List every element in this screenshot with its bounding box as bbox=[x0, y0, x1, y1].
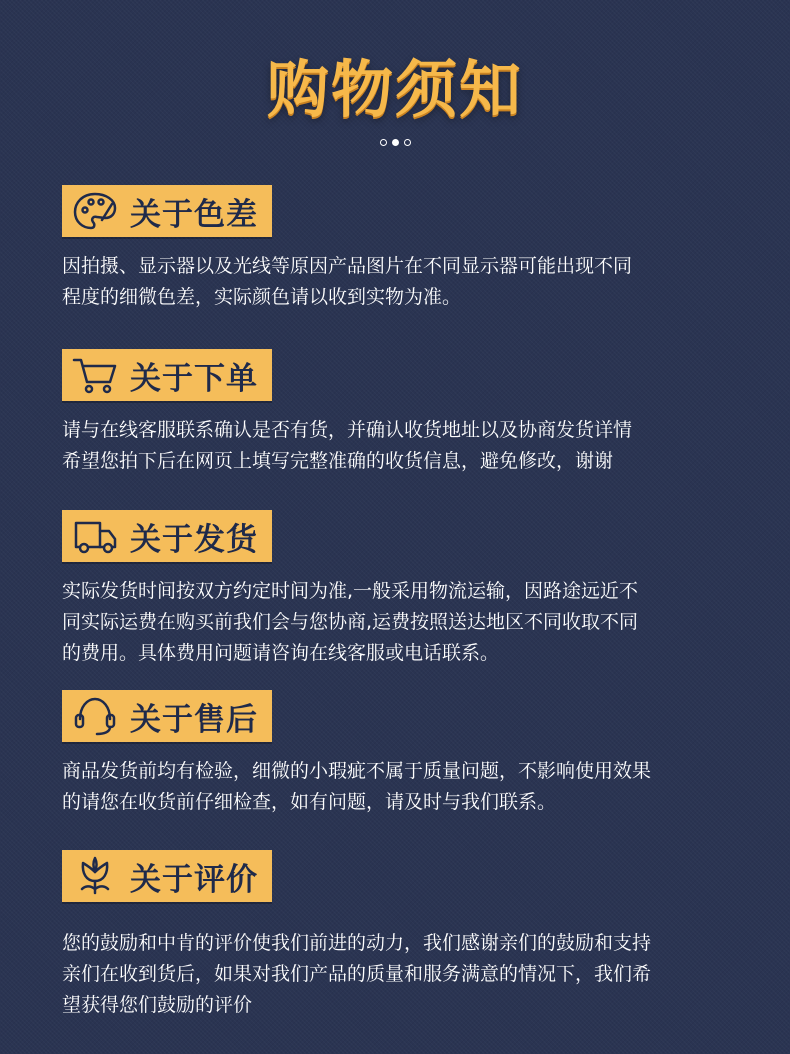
dot-indicator bbox=[380, 139, 387, 146]
section-label bbox=[62, 510, 272, 562]
section-label-text: 关于售后 bbox=[130, 701, 258, 738]
section-reviews bbox=[62, 850, 752, 1021]
section-shipping bbox=[62, 510, 752, 669]
section-label-text: 关于评价 bbox=[130, 861, 258, 898]
section-label-text: 关于发货 bbox=[130, 521, 258, 558]
flower-icon bbox=[72, 855, 118, 897]
section-label bbox=[62, 690, 272, 742]
section-label bbox=[62, 850, 272, 902]
dot-indicator bbox=[404, 139, 411, 146]
section-body-text: 商品发货前均有检验，细微的小瑕疵不属于质量问题，不影响使用效果 的请您在收货前仔细检查，如有问题，请及时与我们联系。 bbox=[62, 760, 652, 813]
section-body-text: 请与在线客服联系确认是否有货，并确认收货地址以及协商发货详情 希望您拍下后在网页上填写完整准确的收货信息，避免修改，谢谢 bbox=[62, 419, 633, 472]
section-body-text: 因拍摄、显示器以及光线等原因产品图片在不同显示器可能出现不同 程度的细微色差，实际颜色请以收到实物为准。 bbox=[62, 255, 633, 308]
headset-icon bbox=[72, 695, 118, 737]
section-color-difference bbox=[62, 185, 752, 313]
shopping-cart-icon bbox=[72, 354, 118, 396]
section-label bbox=[62, 185, 272, 237]
section-label-text: 关于下单 bbox=[130, 360, 258, 397]
palette-icon bbox=[72, 190, 118, 232]
section-label-text: 关于色差 bbox=[130, 196, 258, 233]
dot-indicator-active bbox=[392, 139, 399, 146]
section-body-text: 您的鼓励和中肯的评价使我们前进的动力，我们感谢亲们的鼓励和支持 亲们在收到货后，如果对我们产品的质量和服务满意的情况下，我们希 望获得您们鼓励的评价 bbox=[62, 932, 652, 1016]
section-body-text: 实际发货时间按双方约定时间为准,一般采用物流运输，因路途远近不 同实际运费在购买前我们会与您协商,运费按照送达地区不同收取不同 的费用。具体费用问题请咨询在线客服或电话联系。 bbox=[62, 580, 639, 664]
section-label bbox=[62, 349, 272, 401]
section-after-sales bbox=[62, 690, 752, 818]
page-title: 购物须知 bbox=[266, 53, 523, 126]
pagination-dots bbox=[0, 139, 790, 146]
section-ordering bbox=[62, 349, 752, 477]
delivery-truck-icon bbox=[72, 515, 118, 557]
